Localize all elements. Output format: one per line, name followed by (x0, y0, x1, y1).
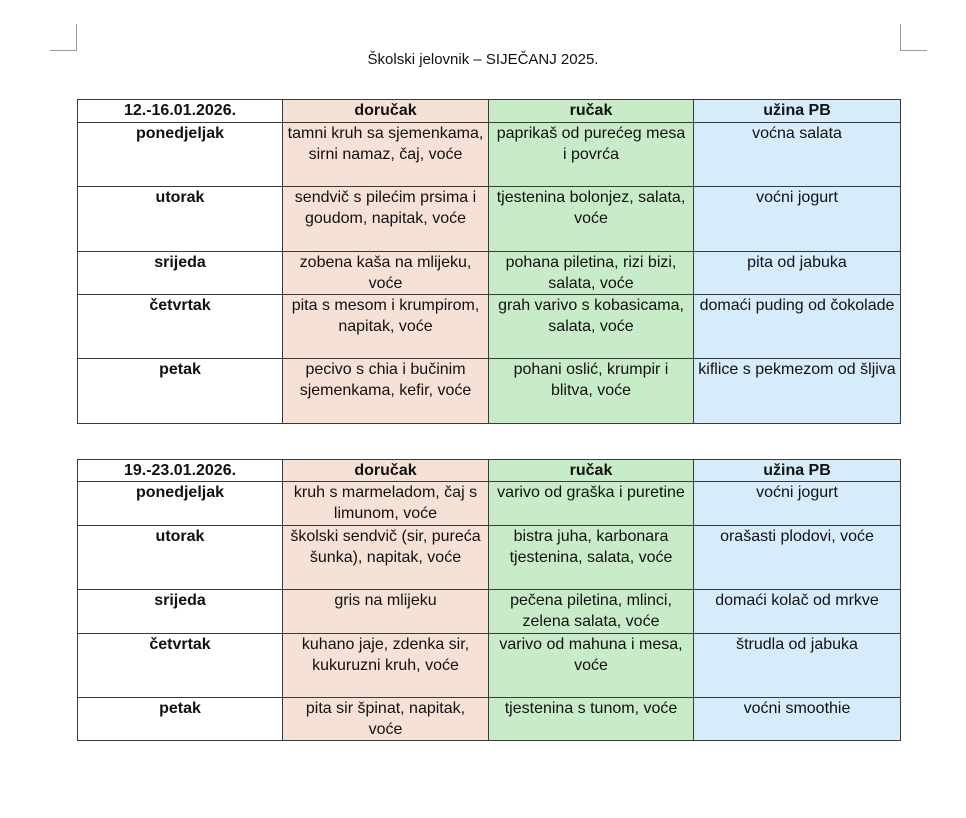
table-row (78, 526, 901, 590)
snack-cell[interactable]: voćni jogurt (694, 482, 901, 526)
snack-cell[interactable]: kiflice s pekmezom od šljiva (694, 359, 901, 424)
snack-cell[interactable]: orašasti plodovi, voće (694, 526, 901, 590)
lunch-cell[interactable]: varivo od mahuna i mesa, voće (489, 634, 694, 698)
lunch-cell[interactable]: pečena piletina, mlinci, zelena salata, voće (489, 590, 694, 634)
table-row (78, 590, 901, 634)
breakfast-cell[interactable]: pita s mesom i krumpirom, napitak, voće (283, 295, 489, 359)
breakfast-cell[interactable]: sendvič s pilećim prsima i goudom, napitak, voće (283, 187, 489, 252)
page-corner-mark-top-right (900, 24, 927, 51)
breakfast-cell[interactable]: školski sendvič (sir, pureća šunka), napitak, voće (283, 526, 489, 590)
table-row (78, 252, 901, 295)
day-cell[interactable]: petak (78, 698, 283, 741)
table-row (78, 187, 901, 252)
breakfast-cell[interactable]: zobena kaša na mlijeku, voće (283, 252, 489, 295)
snack-cell[interactable]: voćni jogurt (694, 187, 901, 252)
table-row (78, 482, 901, 526)
breakfast-cell[interactable]: gris na mlijeku (283, 590, 489, 634)
breakfast-cell[interactable]: pita sir špinat, napitak, voće (283, 698, 489, 741)
document-title[interactable]: Školski jelovnik – SIJEČANJ 2025. (367, 51, 599, 68)
table-header-row (78, 100, 901, 123)
day-cell[interactable]: četvrtak (78, 295, 283, 359)
day-cell[interactable]: srijeda (78, 252, 283, 295)
snack-cell[interactable]: štrudla od jabuka (694, 634, 901, 698)
breakfast-header[interactable]: doručak (283, 460, 489, 482)
lunch-cell[interactable]: grah varivo s kobasicama, salata, voće (489, 295, 694, 359)
table-row (78, 295, 901, 359)
day-cell[interactable]: utorak (78, 187, 283, 252)
day-cell[interactable]: ponedjeljak (78, 482, 283, 526)
snack-cell[interactable]: voćna salata (694, 123, 901, 187)
table-row (78, 123, 901, 187)
table-row (78, 634, 901, 698)
snack-cell[interactable]: domaći kolač od mrkve (694, 590, 901, 634)
lunch-cell[interactable]: paprikaš od purećeg mesa i povrća (489, 123, 694, 187)
day-cell[interactable]: petak (78, 359, 283, 424)
snack-cell[interactable]: voćni smoothie (694, 698, 901, 741)
lunch-cell[interactable]: varivo od graška i puretine (489, 482, 694, 526)
snack-cell[interactable]: pita od jabuka (694, 252, 901, 295)
lunch-cell[interactable]: bistra juha, karbonara tjestenina, salata, voće (489, 526, 694, 590)
table-row (78, 359, 901, 424)
lunch-header[interactable]: ručak (489, 100, 694, 123)
day-cell[interactable]: utorak (78, 526, 283, 590)
menu-table-week-1 (77, 99, 901, 424)
table-header-row (78, 460, 901, 482)
lunch-header[interactable]: ručak (489, 460, 694, 482)
breakfast-cell[interactable]: pecivo s chia i bučinim sjemenkama, kefir, voće (283, 359, 489, 424)
day-cell[interactable]: srijeda (78, 590, 283, 634)
day-cell[interactable]: ponedjeljak (78, 123, 283, 187)
week-range-header[interactable]: 19.-23.01.2026. (78, 460, 283, 482)
breakfast-cell[interactable]: kuhano jaje, zdenka sir, kukuruzni kruh, voće (283, 634, 489, 698)
snack-cell[interactable]: domaći puding od čokolade (694, 295, 901, 359)
breakfast-cell[interactable]: tamni kruh sa sjemenkama, sirni namaz, čaj, voće (283, 123, 489, 187)
lunch-cell[interactable]: tjestenina bolonjez, salata, voće (489, 187, 694, 252)
table-row (78, 698, 901, 741)
breakfast-header[interactable]: doručak (283, 100, 489, 123)
menu-table-week-2 (77, 459, 901, 741)
lunch-cell[interactable]: tjestenina s tunom, voće (489, 698, 694, 741)
snack-header[interactable]: užina PB (694, 460, 901, 482)
page-corner-mark-top-left (50, 24, 77, 51)
snack-header[interactable]: užina PB (694, 100, 901, 123)
lunch-cell[interactable]: pohana piletina, rizi bizi, salata, voće (489, 252, 694, 295)
breakfast-cell[interactable]: kruh s marmeladom, čaj s limunom, voće (283, 482, 489, 526)
day-cell[interactable]: četvrtak (78, 634, 283, 698)
lunch-cell[interactable]: pohani oslić, krumpir i blitva, voće (489, 359, 694, 424)
week-range-header[interactable]: 12.-16.01.2026. (78, 100, 283, 123)
